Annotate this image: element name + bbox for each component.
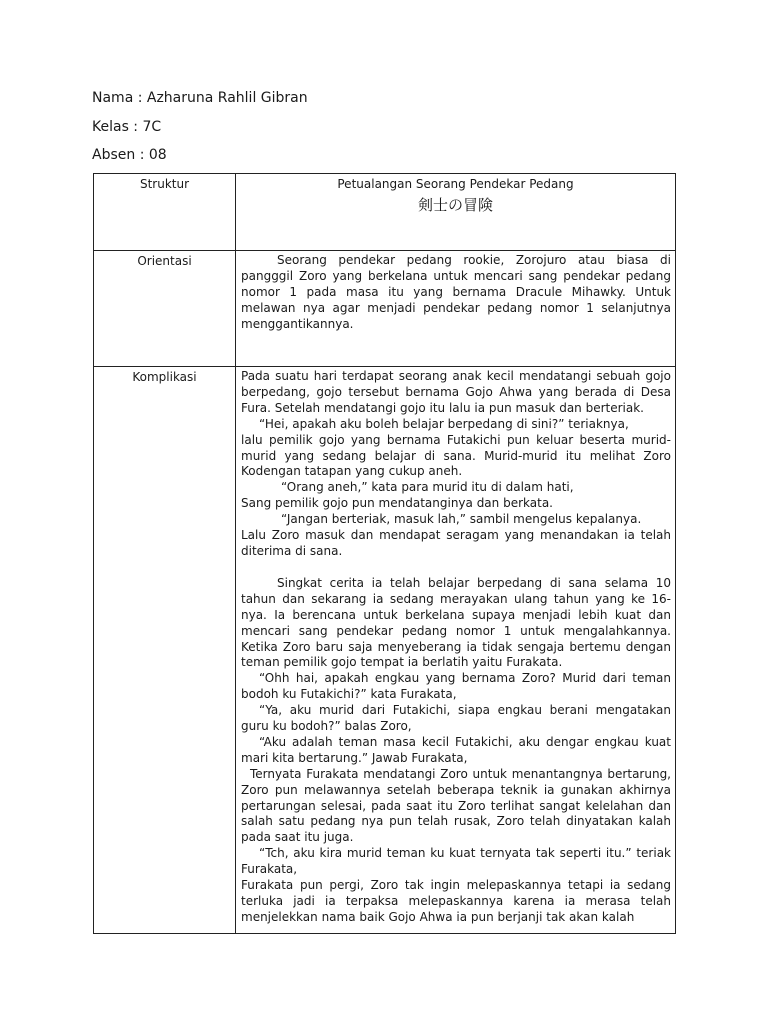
table-row-komplikasi <box>94 367 676 934</box>
story-title-japanese: 剣士の冒険 <box>417 196 493 214</box>
komplikasi-paragraph-5: Sang pemilik gojo pun mendatanginya dan berkata. <box>241 496 553 511</box>
komplikasi-paragraph-11: “Aku adalah teman masa kecil Futakichi, aku dengar engkau kuat mari kita bertarung.” Jawab Furakata, <box>241 734 671 765</box>
komplikasi-paragraph-8: Singkat cerita ia telah belajar berpedang di sana selama 10 tahun dan sekarang ia sedang merayakan ulang tahun yang ke 16-nya. Ia berencana untuk berkelana supaya menjadi lebih kuat dan mencari sang pendekar pedang nomor 1 untuk mengalahkannya. Ketika Zoro baru saja menyeberang ia tidak sengaja bertemu dengan teman pemilik gojo tempat ia berlatih yaitu Furakata. <box>241 575 671 670</box>
komplikasi-label-cell <box>94 367 236 934</box>
header-cell-title <box>236 174 676 251</box>
komplikasi-text-cell <box>236 367 676 934</box>
story-structure-table <box>93 173 676 934</box>
orientasi-text-cell <box>236 251 676 367</box>
komplikasi-label: Komplikasi <box>132 370 197 384</box>
orientasi-label: Orientasi <box>137 254 192 268</box>
komplikasi-paragraph-14: Furakata pun pergi, Zoro tak ingin melepaskannya tetapi ia sedang terluka jadi ia terpaksa melepaskannya karena ia merasa telah menjelekkan nama baik Gojo Ahwa ia pun berjanji tak akan kalah <box>241 878 671 924</box>
komplikasi-paragraph-12: Ternyata Furakata mendatangi Zoro untuk menantangnya bertarung, Zoro pun melawannya setelah beberapa teknik ia gunakan akhirnya pertarungan selesai, pada saat itu Zoro terlihat sangat kelelahan dan salah satu pedang nya pun telah rusak, Zoro telah dinyatakan kalah pada saat itu juga. <box>241 766 671 845</box>
orientasi-label-cell <box>94 251 236 367</box>
story-title: Petualangan Seorang Pendekar Pedang <box>337 177 574 191</box>
orientasi-text: Seorang pendekar pedang rookie, Zorojuro atau biasa di pangggil Zoro yang berkelana untuk mencari sang pendekar pedang nomor 1 pada masa itu yang bernama Dracule Mihawky. Untuk melawan nya agar menjadi pendekar pedang nomor 1 selanjutnya menggantikannya. <box>241 253 671 331</box>
komplikasi-paragraph-10: “Ya, aku murid dari Futakichi, siapa engkau berani mengatakan guru ku bodoh?” balas Zoro, <box>241 703 671 734</box>
komplikasi-paragraph-1: Pada suatu hari terdapat seorang anak kecil mendatangi sebuah gojo berpedang, gojo tersebut bernama Gojo Ahwa yang berada di Desa Fura. Setelah mendatangi gojo itu lalu ia pun masuk dan berteriak. <box>241 369 671 415</box>
table-header-row <box>94 174 676 251</box>
komplikasi-paragraph-3: lalu pemilik gojo yang bernama Futakichi pun keluar beserta murid-murid yang sedang belajar di sana. Murid-murid itu melihat Zoro Kodengan tatapan yang cukup aneh. <box>241 432 671 479</box>
komplikasi-paragraph-4: “Orang aneh,” kata para murid itu di dalam hati, <box>281 480 574 495</box>
student-name: Nama : Azharuna Rahlil Gibran <box>92 90 308 106</box>
table-row-orientasi <box>94 251 676 367</box>
komplikasi-paragraph-9: “Ohh hai, apakah engkau yang bernama Zoro? Murid dari teman bodoh ku Futakichi?” kata Furakata, <box>241 671 671 702</box>
student-number: Absen : 08 <box>92 147 167 163</box>
komplikasi-paragraph-2: “Hei, apakah aku boleh belajar berpedang di sini?” teriaknya, <box>259 416 629 431</box>
header-cell-structure <box>94 174 236 251</box>
komplikasi-paragraph-13: “Tch, aku kira murid teman ku kuat ternyata tak seperti itu.” teriak Furakata, <box>241 846 671 877</box>
student-class: Kelas : 7C <box>92 119 162 135</box>
header-structure-label: Struktur <box>139 177 190 191</box>
komplikasi-paragraph-7: Lalu Zoro masuk dan mendapat seragam yang menandakan ia telah diterima di sana. <box>241 528 671 558</box>
komplikasi-paragraph-6: “Jangan berteriak, masuk lah,” sambil mengelus kepalanya. <box>281 512 642 527</box>
